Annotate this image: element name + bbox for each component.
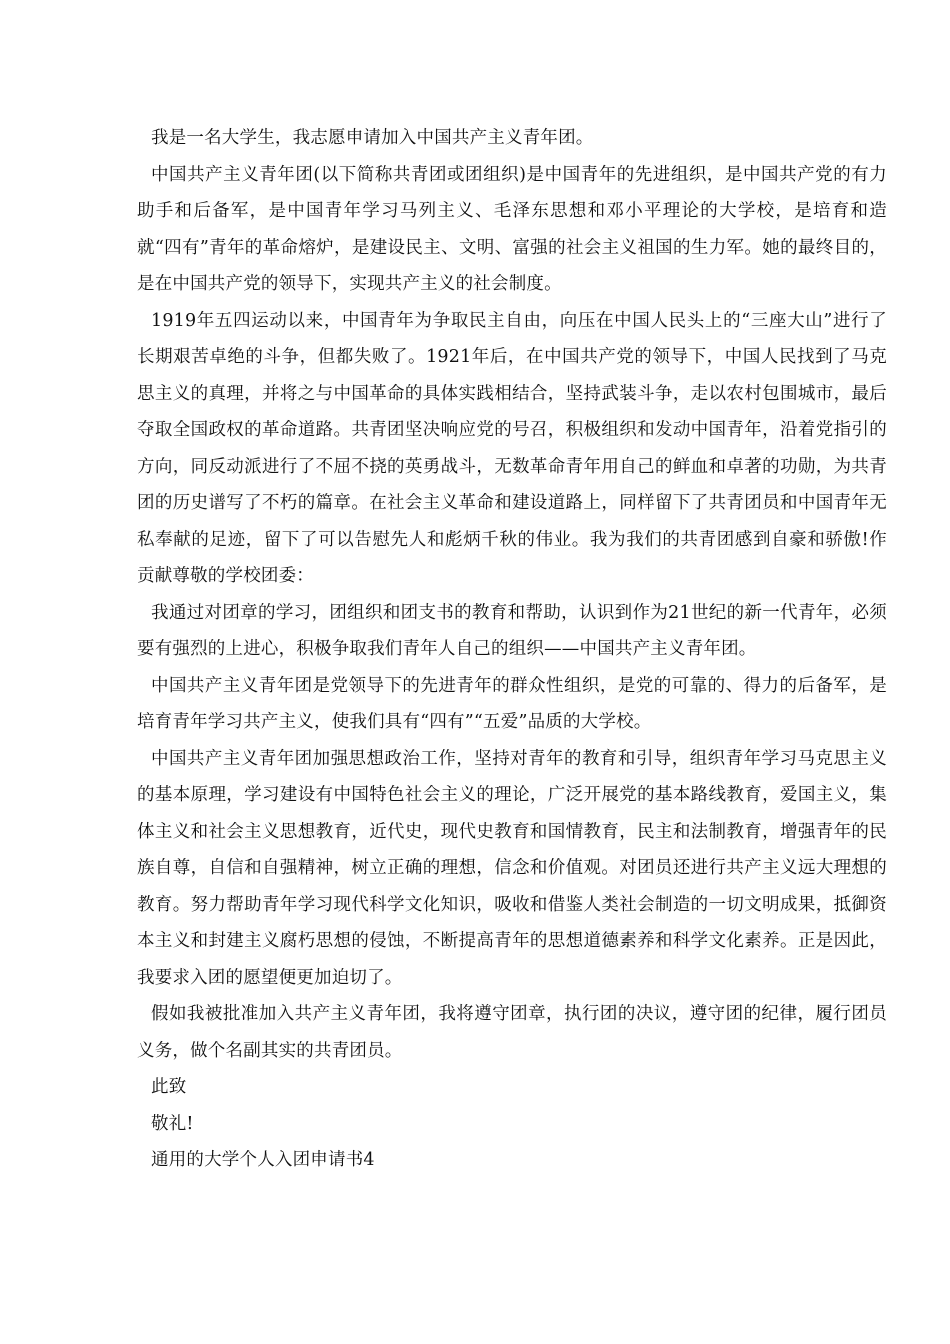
paragraph-pledge: 假如我被批准加入共产主义青年团，我将遵守团章，执行团的决议，遵守团的纪律，履行团员义务，做个名副其实的共青团员。 [137,1004,887,1061]
paragraph-intro: 我是一名大学生，我志愿申请加入中国共产主义青年团。 [151,128,594,148]
closing-salutation: 此致 [151,1077,187,1097]
paragraph-education-work: 中国共产主义青年团加强思想政治工作，坚持对青年的教育和引导，组织青年学习马克思主义的基本原理，学习建设有中国特色社会主义的理论，广泛开展党的基本路线教育，爱国主义，集体主义和社会主义思想教育，近代史，现代史教育和国情教育，民主和法制教育，增强青年的民族自尊，自信和自强精神，树立正确的理想，信念和价值观。对团员还进行共产主义远大理想的教育。努力帮助青年学习现代科学文化知识，吸收和借鉴人类社会制造的一切文明成果，抵御资本主义和封建主义腐朽思想的侵蚀，不断提高青年的思想道德素养和科学文化素养。正是因此，我要求入团的愿望便更加迫切了。 [137,748,887,988]
paragraph-history: 1919年五四运动以来，中国青年为争取民主自由，向压在中国人民头上的“三座大山”进行了长期艰苦卓绝的斗争，但都失败了。1921年后，在中国共产党的领导下，中国人民找到了马克思主义的真理，并将之与中国革命的具体实践相结合，坚持武装斗争，走以农村包围城市，最后夺取全国政权的革命道路。共青团坚决响应党的号召，积极组织和发动中国青年，沿着党指引的方向，同反动派进行了不屈不挠的英勇战斗，无数革命青年用自己的鲜血和卓著的功勋，为共青团的历史谱写了不朽的篇章。在社会主义革命和建设道路上，同样留下了共青团员和中国青年无私奉献的足迹，留下了可以告慰先人和彪炳千秋的伟业。我为我们的共青团感到自豪和骄傲!作贡献尊敬的学校团委： [137,310,887,586]
paragraph-league-definition: 中国共产主义青年团(以下简称共青团或团组织)是中国青年的先进组织，是中国共产党的有力助手和后备军，是中国青年学习马列主义、毛泽东思想和邓小平理论的大学校，是培育和造就“四有”青年的革命熔炉，是建设民主、文明、富强的社会主义祖国的生力军。她的最终目的，是在中国共产党的领导下，实现共产主义的社会制度。 [137,164,887,294]
paragraph-learning: 我通过对团章的学习，团组织和团支书的教育和帮助，认识到作为21世纪的新一代青年，必须要有强烈的上进心，积极争取我们青年人自己的组织——中国共产主义青年团。 [137,602,887,659]
section-heading: 通用的大学个人入团申请书4 [151,1150,375,1170]
closing-regards: 敬礼! [151,1113,194,1134]
paragraph-organization-role: 中国共产主义青年团是党领导下的先进青年的群众性组织，是党的可靠的、得力的后备军，是培育青年学习共产主义，使我们具有“四有”“五爱”品质的大学校。 [137,675,887,732]
document-body [137,120,887,1179]
